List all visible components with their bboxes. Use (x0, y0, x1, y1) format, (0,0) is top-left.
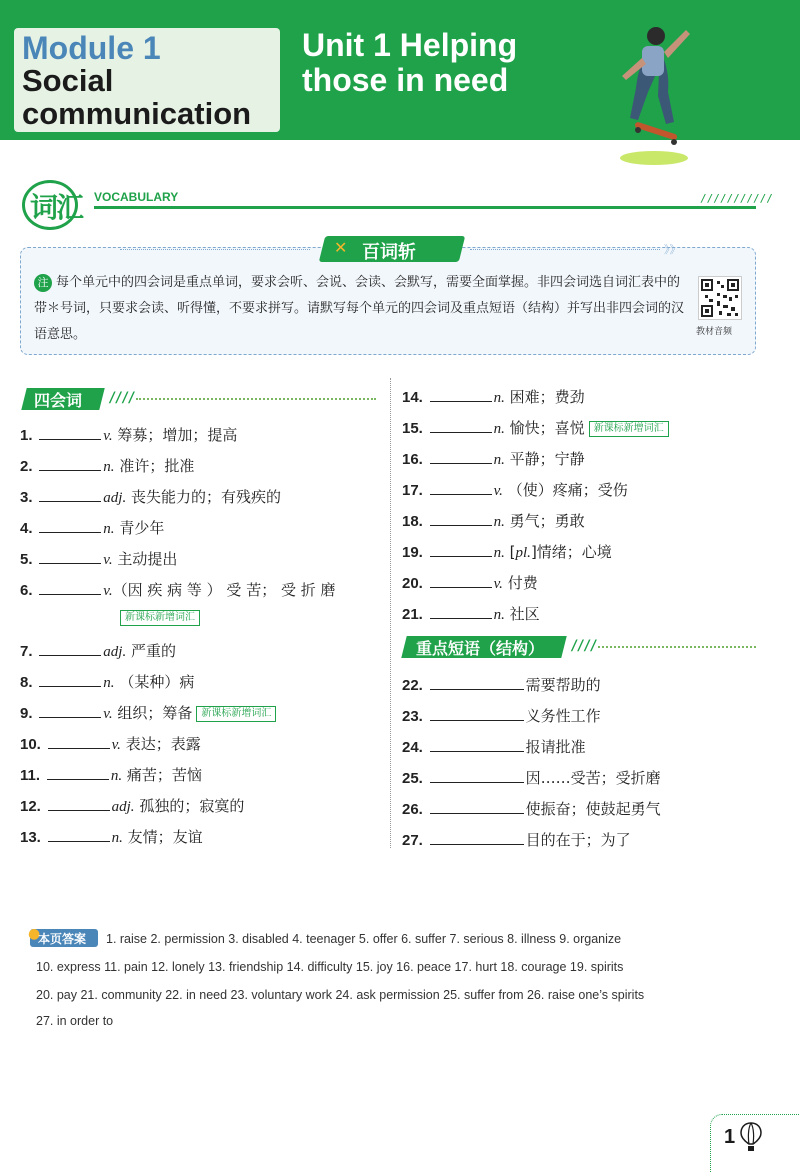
vocab-item-13: 13. n. 友情；友谊 (20, 828, 203, 846)
vocabulary-hatch: /////////// (700, 192, 773, 205)
phrase-item-22: 22. 需要帮助的 (402, 676, 601, 694)
phrase-item-27: 27. 目的在于；为了 (402, 831, 631, 849)
answers-line-4: 27. in order to (36, 1014, 114, 1028)
new-vocab-tag: 新课标新增词汇 (196, 706, 276, 722)
vocab-item-21: 21. n. 社区 (402, 605, 540, 623)
vocabulary-cn-label: 词汇 (30, 191, 83, 224)
module-subtitle: Social communication (22, 63, 252, 131)
answer-blank[interactable] (430, 830, 524, 845)
phrase-item-26: 26. 使振奋；使鼓起勇气 (402, 800, 661, 818)
answer-blank[interactable] (430, 387, 492, 402)
page-number: 1 (724, 1126, 736, 1148)
answers-line-2: 10. express 11. pain 12. lonely 13. friendship 14. difficulty 15. joy 16. peace 17. hurt 18. courage 19. spirits (36, 960, 624, 974)
phrase-item-23: 23. 义务性工作 (402, 707, 601, 725)
vocab-item-8: 8. n. （某种）病 (20, 673, 195, 691)
vocab-item-4: 4. n. 青少年 (20, 519, 165, 537)
module-title: Module 1 (22, 30, 161, 66)
answer-blank[interactable] (39, 487, 101, 502)
answer-blank[interactable] (430, 542, 492, 557)
answer-blank[interactable] (430, 480, 492, 495)
vocab-item-17: 17. v. （使）疼痛；受伤 (402, 481, 628, 499)
unit-title: Unit 1 Helping those in need (302, 27, 518, 98)
vocab-item-12: 12. adj. 孤独的；寂寞的 (20, 797, 245, 815)
lightbulb-icon: ● (28, 926, 41, 942)
answer-blank[interactable] (430, 449, 492, 464)
answer-blank[interactable] (48, 827, 110, 842)
answer-blank[interactable] (430, 675, 524, 690)
answer-blank[interactable] (48, 734, 110, 749)
vocab-item-16: 16. n. 平静；宁静 (402, 450, 585, 468)
answer-blank[interactable] (430, 737, 524, 752)
answers-line-1: 1. raise 2. permission 3. disabled 4. teenager 5. offer 6. suffer 7. serious 8. illness 9. organize (106, 932, 622, 946)
answer-blank[interactable] (430, 706, 524, 721)
instruction-badge-label: 百词斩 (362, 242, 416, 263)
vocabulary-en-label: VOCABULARY (94, 190, 179, 204)
phrase-item-24: 24. 报请批准 (402, 738, 586, 756)
vocab-item-15: 15. n. 愉快；喜悦 新课标新增词汇 (402, 417, 669, 438)
answers-badge-label: 本页答案 (38, 932, 87, 946)
vocab-item-2: 2. n. 准许；批准 (20, 457, 195, 475)
instruction-dots-right (470, 249, 660, 250)
vocabulary-rule (94, 206, 756, 209)
vocab-item-19: 19. n. [pl.]情绪；心境 (402, 543, 612, 561)
vocab-item-6: 6. v.（因 疾 病 等 ） 受 苦； 受 折 磨 (20, 581, 336, 599)
vocab-item-18: 18. n. 勇气；勇敢 (402, 512, 585, 530)
phrases-bars: //// (570, 638, 596, 654)
instruction-text (34, 270, 686, 348)
instruction-arrows: 》》 (664, 243, 681, 256)
qr-code-label: 教材音频 (696, 327, 733, 337)
answer-blank[interactable] (430, 511, 492, 526)
answer-blank[interactable] (430, 768, 524, 783)
answer-blank[interactable] (39, 549, 101, 564)
answers-line-3: 20. pay 21. community 22. in need 23. voluntary work 24. ask permission 25. suffer from 26. raise one’s spirits (36, 988, 645, 1002)
instruction-paragraph: 每个单元中的四会词是重点单词，要求会听、会说、会读、会默写，需要全面掌握。非四会词选自词汇表中的带＊号词，只要求会读、听得懂，不要求拼写。请默写每个单元的四会词及重点短语（结构）并写出非四会词的汉语意思。 (34, 275, 685, 342)
answer-blank[interactable] (430, 573, 492, 588)
answer-blank[interactable] (39, 456, 101, 471)
crossed-swords-icon: ✕ (334, 238, 348, 257)
vocabulary-section-header (22, 180, 773, 230)
vocab-item-3: 3. adj. 丧失能力的；有残疾的 (20, 488, 282, 506)
vocab-item-7: 7. adj. 严重的 (20, 642, 177, 660)
qr-code-icon[interactable] (698, 276, 742, 320)
vocab-item-14: 14. n. 困难；费劲 (402, 388, 585, 406)
four-skills-dots (136, 398, 376, 400)
answer-blank[interactable] (39, 672, 101, 687)
answer-blank[interactable] (47, 765, 109, 780)
phrases-title: 重点短语（结构） (416, 639, 545, 658)
vocab-item-5: 5. v. 主动提出 (20, 550, 178, 568)
four-skills-title: 四会词 (34, 391, 83, 410)
note-mark-icon: 注 (34, 274, 52, 292)
new-vocab-tag: 新课标新增词汇 (120, 610, 200, 626)
answer-blank[interactable] (39, 580, 101, 595)
vocab-item-9: 9. v. 组织；筹备 新课标新增词汇 (20, 702, 276, 723)
answer-blank[interactable] (48, 796, 110, 811)
answer-blank[interactable] (39, 425, 101, 440)
four-skills-bars: //// (108, 390, 134, 406)
instruction-dots-left (120, 249, 310, 250)
vocab-item-1: 1. v. 筹募；增加；提高 (20, 426, 238, 444)
skateboarder-illustration (608, 18, 700, 168)
phrases-dots (598, 646, 756, 648)
answer-blank[interactable] (39, 641, 101, 656)
vocab-item-20: 20. v. 付费 (402, 574, 538, 592)
answer-blank[interactable] (39, 518, 101, 533)
vocab-item-11: 11. n. 痛苦；苦恼 (20, 766, 202, 784)
hot-air-balloon-icon (740, 1122, 762, 1152)
new-vocab-tag: 新课标新增词汇 (589, 421, 669, 437)
column-divider (390, 378, 391, 848)
phrase-item-25: 25. 因……受苦；受折磨 (402, 769, 661, 787)
answer-blank[interactable] (430, 418, 492, 433)
answer-blank[interactable] (430, 604, 492, 619)
answer-blank[interactable] (39, 703, 101, 718)
answer-blank[interactable] (430, 799, 524, 814)
vocab-item-10: 10. v. 表达；表露 (20, 735, 201, 753)
